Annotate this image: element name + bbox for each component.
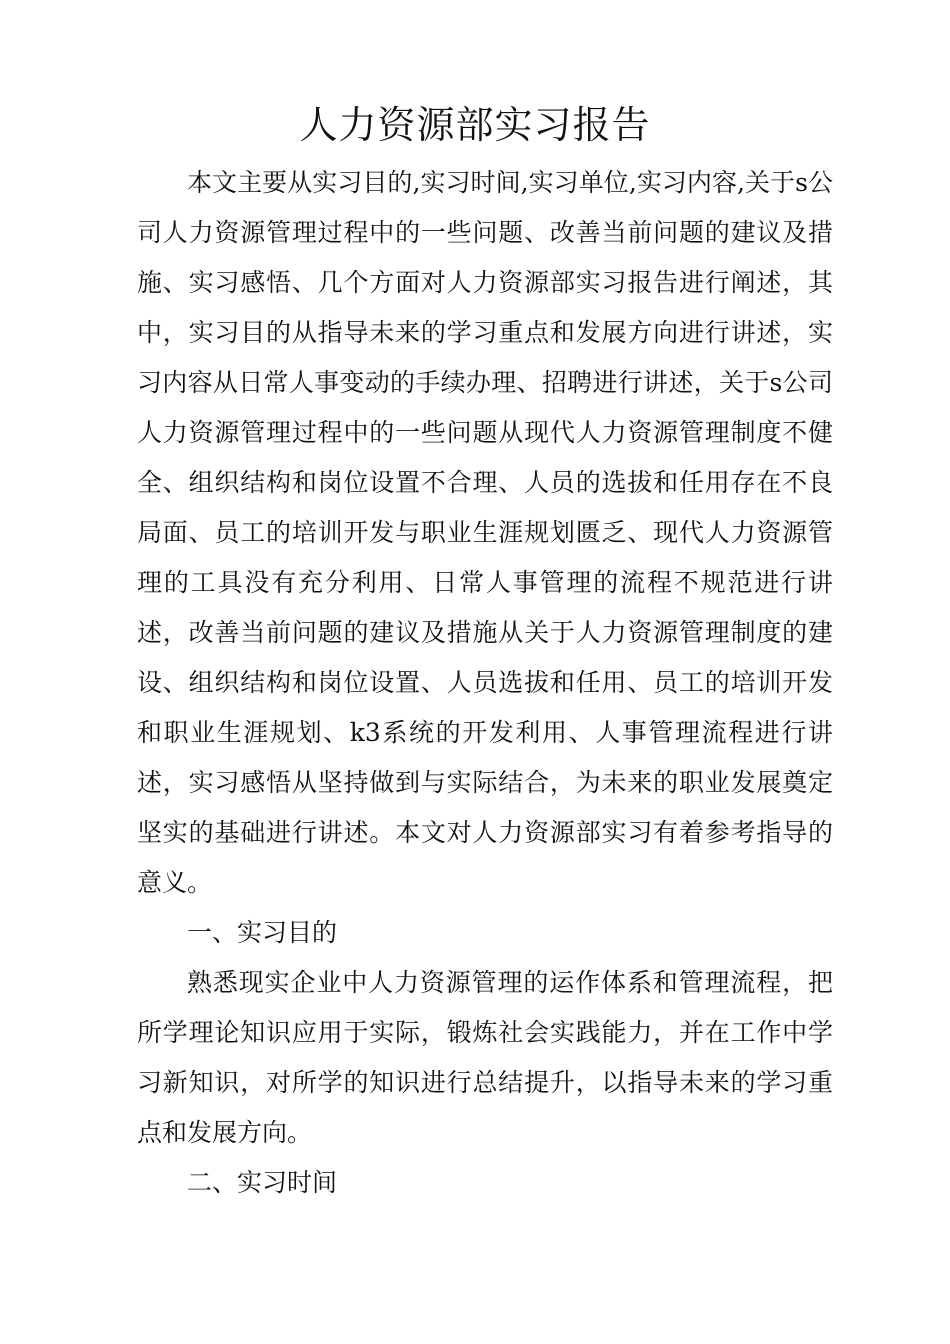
abstract-paragraph: 本文主要从实习目的,实习时间,实习单位,实习内容,关于s公司人力资源管理过程中的一些问题、改善当前问题的建议及措施、实习感悟、几个方面对人力资源部实习报告进行阐述，其中，实习目的从指导未来的学习重点和发展方向进行讲述，实习内容从日常人事变动的手续办理、招聘进行讲述，关于s公司人力资源管理过程中的一些问题从现代人力资源管理制度不健全、组织结构和岗位设置不合理、人员的选拔和任用存在不良局面、员工的培训开发与职业生涯规划匮乏、现代人力资源管理的工具没有充分利用、日常人事管理的流程不规范进行讲述，改善当前问题的建议及措施从关于人力资源管理制度的建设、组织结构和岗位设置、人员选拔和任用、员工的培训开发和职业生涯规划、k3系统的开发利用、人事管理流程进行讲述，实习感悟从坚持做到与实际结合，为未来的职业发展奠定坚实的基础进行讲述。本文对人力资源部实习有着参考指导的意义。 (137, 168, 833, 897)
section-heading-time: 二、实习时间 (187, 1168, 338, 1197)
purpose-paragraph: 熟悉现实企业中人力资源管理的运作体系和管理流程，把所学理论知识应用于实际，锻炼社会实践能力，并在工作中学习新知识，对所学的知识进行总结提升，以指导未来的学习重点和发展方向。 (137, 968, 833, 1147)
section-heading-purpose: 一、实习目的 (187, 918, 338, 947)
document-body (137, 158, 833, 1208)
document-title: 人力资源部实习报告 (299, 103, 651, 147)
